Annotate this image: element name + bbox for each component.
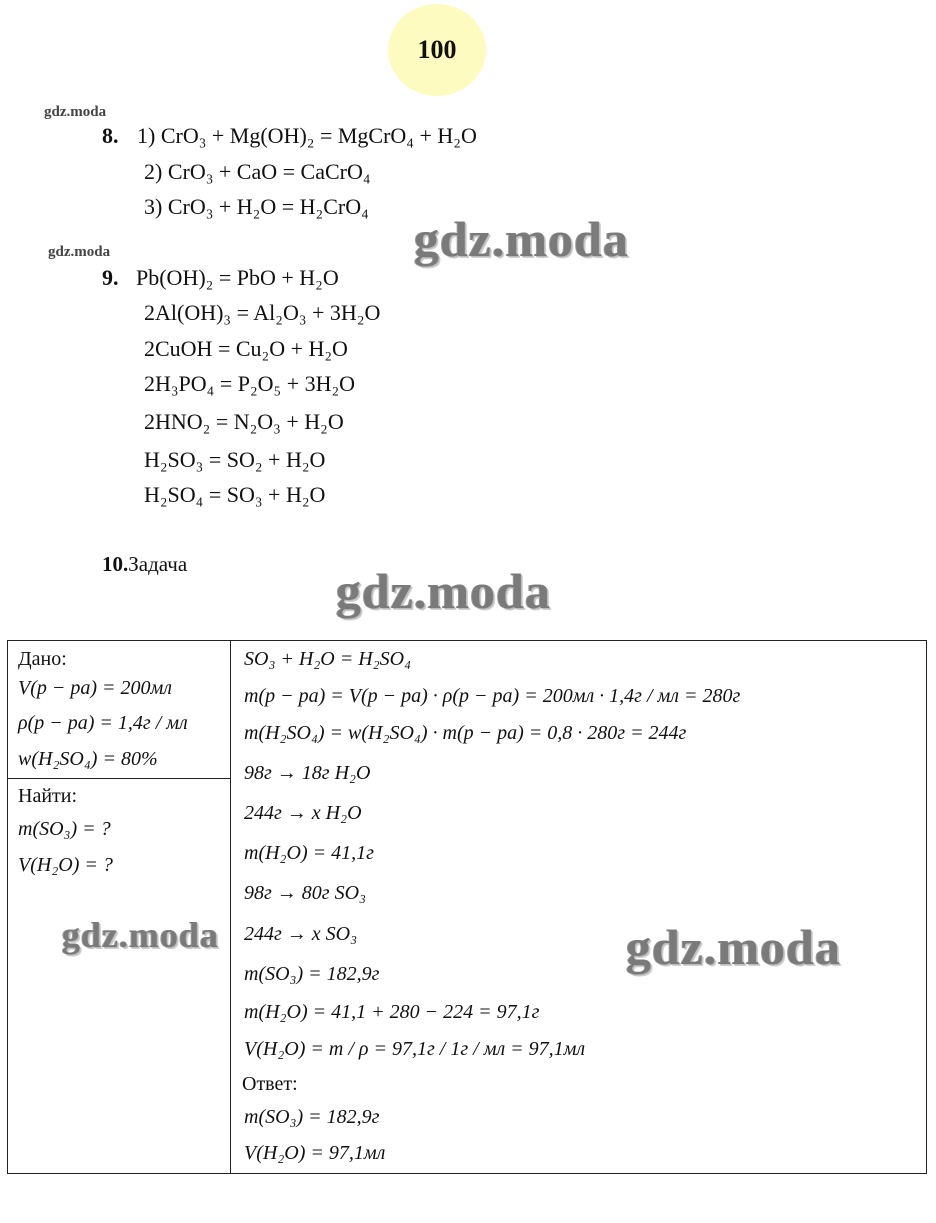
task-10-title: Задача <box>128 552 188 576</box>
table-divider-horizontal <box>8 778 230 779</box>
task-10-heading <box>102 552 187 577</box>
solution-line: m(H₂O) = 41,1г <box>244 842 374 864</box>
solution-line: 244г → x SO₃ <box>244 923 358 945</box>
watermark-small: gdz.moda <box>44 104 107 120</box>
solution-line: m(H₂O) = 41,1 + 280 − 224 = 97,1г <box>244 1001 540 1023</box>
task-9-equation: 2Al(OH)₃ = Al₂O₃ + 3H₂O <box>144 300 381 325</box>
table-divider-vertical <box>230 641 231 1173</box>
solution-line: V(H₂O) = m / ρ = 97,1г / 1г / мл = 97,1мл <box>244 1038 586 1060</box>
solution-line: m(SO₃) = 182,9г <box>244 963 380 985</box>
task-9-equation: H₂SO₃ = SO₂ + H₂O <box>144 447 326 472</box>
solution-line: 244г → x H₂O <box>244 802 362 824</box>
solution-line: 98г → 80г SO₃ <box>244 882 367 904</box>
answer-label: Ответ: <box>242 1073 298 1095</box>
task-9-equation: 2H₃PO₄ = P₂O₅ + 3H₂O <box>144 371 356 396</box>
watermark-large: gdz.moda <box>414 211 629 267</box>
task-8-equation: 3) CrO₃ + H₂O = H₂CrO₄ <box>144 194 369 219</box>
watermark-large: gdz.moda <box>336 563 551 619</box>
watermark-small: gdz.moda <box>48 244 111 260</box>
page-number: 100 <box>417 35 457 64</box>
task-10-number: 10. <box>102 552 129 576</box>
find-item: m(SO₃) = ? <box>18 818 111 840</box>
task-9-equation: Pb(OH)₂ = PbO + H₂O <box>136 265 339 290</box>
given-item: V(p − pa) = 200мл <box>18 677 173 699</box>
given-item: ρ(p − pa) = 1,4г / мл <box>18 712 188 734</box>
given-item: w(H₂SO₄) = 80% <box>18 748 158 770</box>
task-8-equation: 1) CrO₃ + Mg(OH)₂ = MgCrO₄ + H₂O <box>137 123 477 148</box>
find-item: V(H₂O) = ? <box>18 854 113 876</box>
answer-line: V(H₂O) = 97,1мл <box>244 1142 386 1164</box>
watermark-large: gdz.moda <box>626 919 841 975</box>
page-number-badge <box>388 4 486 96</box>
task-9-equation: H₂SO₄ = SO₃ + H₂O <box>144 482 326 507</box>
watermark-large: gdz.moda <box>62 915 220 955</box>
task-8-equation: 2) CrO₃ + CaO = CaCrO₄ <box>144 159 371 184</box>
problem-table <box>7 640 927 1174</box>
solution-line: 98г → 18г H₂O <box>244 762 371 784</box>
solution-line: m(p − pa) = V(p − pa) · ρ(p − pa) = 200мл · 1,4г / мл = 280г <box>244 685 741 707</box>
task-9-number: 9. <box>102 265 119 290</box>
task-9-equation: 2HNO₂ = N₂O₃ + H₂O <box>144 409 344 434</box>
answer-line: m(SO₃) = 182,9г <box>244 1106 380 1128</box>
solution-line: m(H₂SO₄) = w(H₂SO₄) · m(p − pa) = 0,8 · 280г = 244г <box>244 722 687 744</box>
solution-line: SO₃ + H₂O = H₂SO₄ <box>244 648 412 670</box>
task-8-number: 8. <box>102 123 119 148</box>
find-label: Найти: <box>18 785 78 807</box>
given-label: Дано: <box>18 648 67 670</box>
task-9-equation: 2CuOH = Cu₂O + H₂O <box>144 336 348 361</box>
